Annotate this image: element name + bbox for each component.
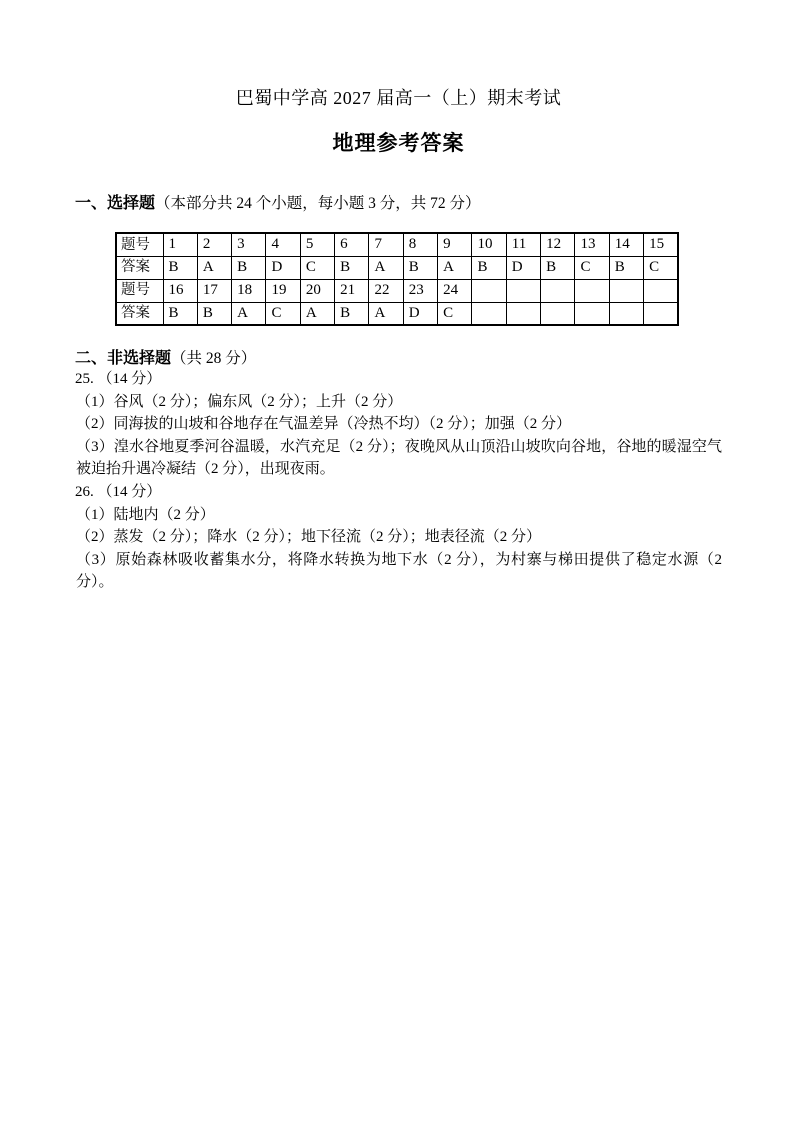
answer-cell: 15 xyxy=(644,233,678,256)
answer-cell: 20 xyxy=(300,279,334,302)
answer-cell: B xyxy=(335,256,369,279)
answer-cell: 10 xyxy=(472,233,506,256)
answer-cell: 11 xyxy=(506,233,540,256)
row-label-cell: 答案 xyxy=(116,256,163,279)
document-subtitle: 地理参考答案 xyxy=(332,132,465,155)
answer-line: （1）陆地内（2 分） xyxy=(76,506,215,523)
answer-cell: 24 xyxy=(438,279,472,302)
answer-cell xyxy=(609,279,643,302)
answer-cell xyxy=(472,302,506,325)
answer-cell: 6 xyxy=(335,233,369,256)
answer-cell: B xyxy=(163,302,197,325)
answer-cell xyxy=(609,302,643,325)
answer-cell: 9 xyxy=(438,233,472,256)
table-row xyxy=(116,256,678,279)
answer-cell: D xyxy=(403,302,437,325)
answer-cell: 8 xyxy=(403,233,437,256)
answer-cell: 3 xyxy=(232,233,266,256)
answer-line: （2）同海拔的山坡和谷地存在气温差异（冷热不均）（2 分）；加强（2 分） xyxy=(76,416,572,433)
answer-cell: B xyxy=(472,256,506,279)
question-25-block xyxy=(75,368,722,481)
answer-cell: A xyxy=(438,256,472,279)
answer-cell: 7 xyxy=(369,233,403,256)
answer-cell: 13 xyxy=(575,233,609,256)
row-label-cell: 题号 xyxy=(116,233,163,256)
answer-cell xyxy=(644,302,678,325)
answer-cell xyxy=(472,279,506,302)
choice-section-heading xyxy=(75,190,722,213)
answer-line: （3）原始森林吸收蓄集水分，将降水转换为地下水（2 分），为村寨与梯田提供了稳定水源（2 分）。 xyxy=(76,551,726,591)
non-choice-section-note: （共 28 分） xyxy=(171,350,257,367)
answer-cell: 19 xyxy=(266,279,300,302)
answer-cell xyxy=(506,302,540,325)
table-row xyxy=(116,302,678,325)
answer-cell: 2 xyxy=(197,233,231,256)
answer-cell: C xyxy=(266,302,300,325)
answer-cell: 22 xyxy=(369,279,403,302)
answer-cell: 21 xyxy=(335,279,369,302)
answer-cell: 5 xyxy=(300,233,334,256)
question-number-line: 26. （14 分） xyxy=(75,483,162,500)
answer-cell xyxy=(541,279,575,302)
answer-cell: 4 xyxy=(266,233,300,256)
answer-cell xyxy=(541,302,575,325)
answer-line: （2）蒸发（2 分）；降水（2 分）；地下径流（2 分）；地表径流（2 分） xyxy=(76,529,542,546)
answer-line: （3）湟水谷地夏季河谷温暖，水汽充足（2 分）；夜晚风从山顶沿山坡吹向谷地，谷地的暖湿空气被迫抬升遇冷凝结（2 分），出现夜雨。 xyxy=(76,438,722,478)
answer-cell: B xyxy=(163,256,197,279)
row-label-cell: 题号 xyxy=(116,279,163,302)
non-choice-section-title: 二、非选择题 xyxy=(75,350,172,367)
answer-cell: A xyxy=(369,256,403,279)
question-number-line: 25. （14 分） xyxy=(75,371,162,387)
table-row xyxy=(116,279,678,302)
answer-cell: C xyxy=(644,256,678,279)
answer-line: （1）谷风（2 分）；偏东风（2 分）；上升（2 分） xyxy=(76,393,403,410)
answer-cell xyxy=(644,279,678,302)
answer-cell: B xyxy=(403,256,437,279)
answer-cell: C xyxy=(438,302,472,325)
answer-cell: D xyxy=(506,256,540,279)
answer-cell: 18 xyxy=(232,279,266,302)
answer-cell: 14 xyxy=(609,233,643,256)
answer-cell: C xyxy=(300,256,334,279)
table-row xyxy=(116,233,678,256)
question-26-block xyxy=(75,481,726,594)
choice-section-note: （本部分共 24 个小题，每小题 3 分，共 72 分） xyxy=(155,195,481,212)
answer-cell: A xyxy=(197,256,231,279)
answer-cell: C xyxy=(575,256,609,279)
answer-cell: B xyxy=(232,256,266,279)
document-title: 巴蜀中学高 2027 届高一（上）期末考试 xyxy=(235,88,562,108)
choice-section-title: 一、选择题 xyxy=(75,195,156,212)
answer-cell xyxy=(575,302,609,325)
answer-cell: 1 xyxy=(163,233,197,256)
answer-cell: A xyxy=(232,302,266,325)
answer-cell: 17 xyxy=(197,279,231,302)
answer-cell: D xyxy=(266,256,300,279)
answer-cell xyxy=(575,279,609,302)
answer-cell: B xyxy=(335,302,369,325)
answer-cell: B xyxy=(609,256,643,279)
non-choice-section-heading xyxy=(75,345,722,368)
row-label-cell: 答案 xyxy=(116,302,163,325)
answer-cell: 16 xyxy=(163,279,197,302)
answer-cell: A xyxy=(369,302,403,325)
answer-cell: B xyxy=(541,256,575,279)
answer-cell: 23 xyxy=(403,279,437,302)
answer-cell: 12 xyxy=(541,233,575,256)
answer-cell xyxy=(506,279,540,302)
answer-table xyxy=(115,232,679,326)
answer-cell: A xyxy=(300,302,334,325)
answer-cell: B xyxy=(197,302,231,325)
